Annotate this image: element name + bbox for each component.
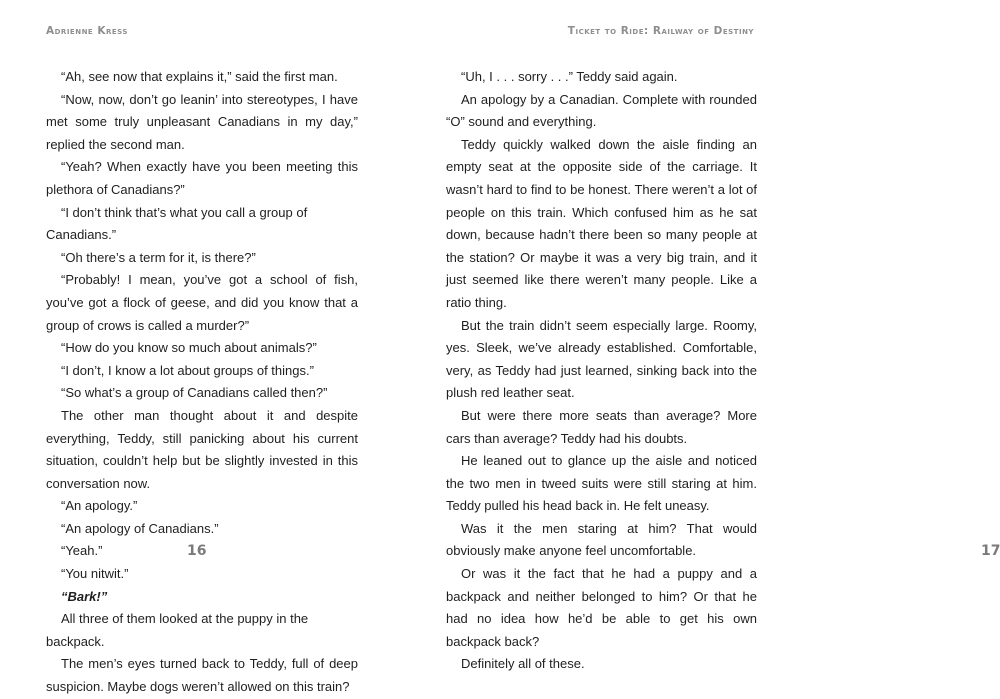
- paragraph: “How do you know so much about animals?”: [61, 340, 317, 356]
- paragraph: “Oh there’s a term for it, is there?”: [61, 249, 256, 265]
- paragraph: The men’s eyes turned back to Teddy, full of deep suspicion. Maybe dogs weren’t allowed on this train?: [46, 656, 358, 695]
- paragraph: “An apology.”: [61, 498, 138, 514]
- paragraph: Teddy quickly walked down the aisle finding an empty seat at the opposite side of the carriage. It wasn’t hard to find to be honest. There weren’t a lot of people on this train. Which confused him as he sat down, because hadn’t there been so many people at the station? Or maybe it was a very big train, and it just seemed like there weren’t many people. Like a ratio thing.: [446, 136, 757, 310]
- paragraph: “Ah, see now that explains it,” said the first man.: [61, 69, 338, 84]
- right-page-text: [446, 66, 757, 676]
- running-head-title: Ticket to Ride: Railway of Destiny: [567, 25, 754, 37]
- page-number: 16: [187, 543, 207, 559]
- paragraph: “Uh, I . . . sorry . . .” Teddy said again.: [461, 69, 678, 84]
- paragraph: An apology by a Canadian. Complete with rounded “O” sound and everything.: [446, 91, 757, 130]
- paragraph: “Probably! I mean, you’ve got a school of fish, you’ve got a flock of geese, and did you know that a group of crows is called a murder?”: [46, 272, 358, 333]
- page-number: 17: [981, 543, 1000, 559]
- paragraph: Or was it the fact that he had a puppy and a backpack and neither belonged to him? Or that he had no idea how he’d be able to get his own backpack back?: [446, 566, 757, 649]
- left-page-text: [46, 66, 358, 699]
- paragraph: But the train didn’t seem especially large. Roomy, yes. Sleek, we’ve already established. Comfortable, very, as Teddy had just learned, sinking back into the plush red leather seat.: [446, 317, 757, 401]
- paragraph: Definitely all of these.: [461, 656, 585, 672]
- paragraph: “Now, now, don’t go leanin’ into stereotypes, I have met some truly unpleasant Canadians in my day,” replied the second man.: [46, 91, 358, 152]
- left-page: [0, 0, 400, 695]
- paragraph: “So what’s a group of Canadians called then?”: [61, 385, 328, 401]
- paragraph: Was it the men staring at him? That would obviously make anyone feel uncomfortable.: [446, 520, 757, 559]
- paragraph: “I don’t think that’s what you call a group of Canadians.”: [46, 204, 308, 243]
- paragraph: The other man thought about it and despite everything, Teddy, still panicking about his current situation, couldn’t help but be slightly invested in this conversation now.: [46, 407, 358, 491]
- paragraph: “An apology of Canadians.”: [61, 520, 219, 536]
- bark-line: “Bark!”: [61, 588, 108, 604]
- paragraph: But were there more seats than average? More cars than average? Teddy had his doubts.: [446, 407, 757, 446]
- paragraph: “Yeah.”: [61, 543, 103, 559]
- running-head-author: Adrienne Kress: [46, 25, 128, 37]
- paragraph: “Yeah? When exactly have you been meeting this plethora of Canadians?”: [46, 159, 358, 197]
- paragraph: He leaned out to glance up the aisle and noticed the two men in tweed suits were still staring at him. Teddy pulled his head back in. He felt uneasy.: [446, 453, 757, 514]
- paragraph: “You nitwit.”: [61, 566, 129, 582]
- paragraph: “I don’t, I know a lot about groups of things.”: [61, 362, 314, 378]
- paragraph: All three of them looked at the puppy in the backpack.: [46, 611, 309, 649]
